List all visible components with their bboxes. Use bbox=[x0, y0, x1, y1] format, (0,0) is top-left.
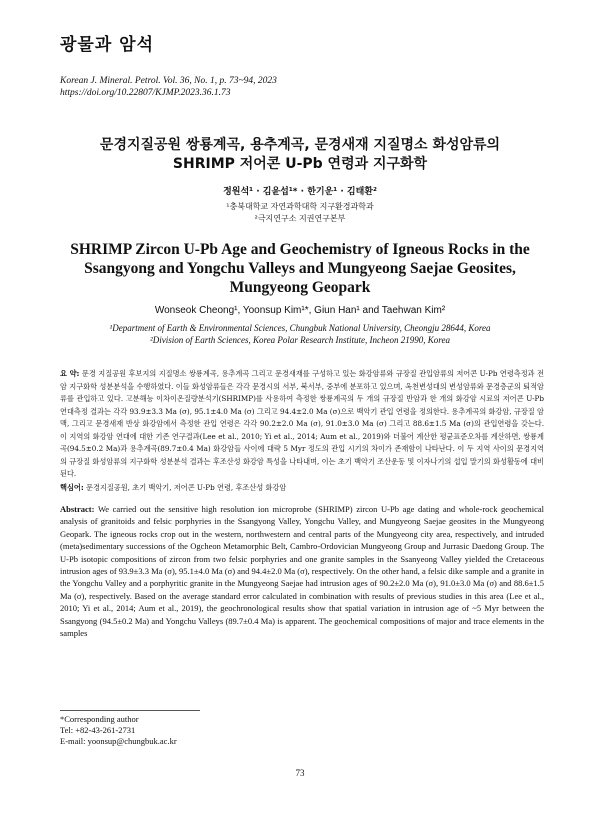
english-title-line: Mungyeong Geopark bbox=[229, 279, 371, 296]
page-number: 73 bbox=[295, 768, 305, 778]
footnotes bbox=[60, 714, 177, 747]
corresponding-author-note: *Corresponding author bbox=[60, 714, 139, 724]
korean-abstract bbox=[60, 368, 544, 481]
korean-affiliation: ¹충북대학교 자연과학대학 지구환경과학과 bbox=[226, 202, 374, 211]
english-abstract-text: We carried out the sensitive high resolution ion microprobe (SHRIMP) zircon U-Pb age dating and whole-rock geochemical analysis of granitoids and felsic porphyries in the Ssangyong Valley, Yongchu Valley, and Mungyeong Saejae geosites in the Mungyeong Geopark. The igneous rocks crop out in the western, northwestern and central parts of the Mungyeong city area, respectively, and intruded (meta)sedimentary successions of the Ogcheon Metamorphic Belt, Cambro-Ordovician Mungyeong Group and Jurrasic Daedong Group. The U-Pb isotopic compositions of zircon from two felsic porphyries and one granite samples in the Ssanyeong Valley yielded the Cretaceous intrusion ages of 93.9±3.3 Ma (σ), 95.1±4.0 Ma (σ) and 94.4±2.0 Ma (σ), respectively. On the other hand, a felsic dike sample and a granite in the Yongchu Valley and a porphyritic granite in the Mungyeong Saejae had intrusion ages of 90.2±2.0 Ma (σ), 91.0±3.0 Ma (σ) and 88.6±1.5 Ma (σ), respectively. Based on the average standard error calculated in combination with results of previous studies in this area (Lee et al., 2010; Yi et al., 2014; Aum et al., 2019), the geochronological results show that spatial variation in intrusion age of ~5 Myr between the Ssangyong (94.5±0.2 Ma) and Yongchu Valleys (89.7±0.4 Ma) is apparent. The geochemical compositions of major and trace elements in the samples bbox=[60, 504, 544, 639]
journal-doi: https://doi.org/10.22807/KJMP.2023.36.1.73 bbox=[60, 88, 231, 98]
english-abstract bbox=[60, 503, 544, 639]
telephone-note: Tel: +82-43-261-2731 bbox=[60, 725, 136, 735]
korean-keywords-text: 문경지질공원, 초기 백악기, 저어콘 U-Pb 연령, 후조산성 화강암 bbox=[86, 483, 287, 492]
english-title-line: Ssangyong and Yongchu Valleys and Mungyeong Saejae Geosites, bbox=[84, 260, 516, 277]
korean-keywords bbox=[60, 482, 544, 494]
english-affiliations bbox=[40, 322, 560, 346]
korean-abstract-label: 요 약: bbox=[60, 369, 80, 378]
english-affiliation: ¹Department of Earth & Environmental Sciences, Chungbuk National University, Cheongju 28644, Korea bbox=[109, 323, 491, 333]
journal-logo: 광물과 암석 bbox=[60, 35, 155, 55]
english-authors: Wonseok Cheong¹, Yoonsup Kim¹*, Giun Han¹ and Taehwan Kim² bbox=[154, 305, 446, 316]
korean-abstract-text: 문경 지질공원 후보지의 지질명소 쌍룡계곡, 용추계곡 그리고 문경새재를 구성하고 있는 화강암류와 규장질 관입암류의 저어콘 U-Pb 연령측정과 전암 지구화학 성분분석을 수행하였다. 이들 화성암류들은 각각 문경시의 서부, 북서부, 중부에 분포하고 있으며, 옥천변성대의 변성암류와 문경층군의 퇴적암류를 관입하고 있다. 고분해능 이차이온질량분석기(SHRIMP)를 사용하여 측정한 쌍룡계곡의 두 개의 규장질 반암과 한 개의 화강암 시료의 저어콘 U-Pb 연대측정 결과는 각각 93.9±3.3 Ma (σ), 95.1±4.0 Ma (σ) 그리고 94.4±2.0 Ma (σ)으로 백악기 관입 연령을 정의한다. 용추계곡의 화강암, 규장질 암맥, 그리고 문경새재 반상 화강암에서 측정한 관입 연령은 각각 90.2±2.0 Ma (σ), 91.0±3.0 Ma (σ) 그리고 88.6±1.5 Ma (σ)의 관입연령을 갖는다. 이 지역의 화강암 연대에 대한 기존 연구결과(Lee et al., 2010; Yi et al., 2014; Aum et al., 2019)와 더불어 계산한 평균표준오차를 계산하면, 쌍룡계곡(94.5±0.2 Ma)과 용추계곡(89.7±0.4 Ma) 화강암들 사이에 대략 5 Myr 정도의 관입 시기의 차이가 존재함이 나타난다. 이 두 지역 사이의 문경지역의 규장질 화성암류의 지구화학 성분분석 결과는 후조산성 화강암 특성을 나타내며, 이는 초기 백악기 조산운동 및 이자나기의 섭입 말기의 화성활동에 대비된다. bbox=[60, 369, 544, 478]
english-title-line: SHRIMP Zircon U-Pb Age and Geochemistry of Igneous Rocks in the bbox=[70, 241, 530, 258]
english-title bbox=[40, 240, 560, 297]
korean-affiliation: ²극지연구소 지권연구본부 bbox=[254, 214, 346, 223]
journal-citation: Korean J. Mineral. Petrol. Vol. 36, No. 1, p. 73~94, 2023 bbox=[60, 76, 277, 86]
journal-meta bbox=[60, 75, 277, 99]
korean-affiliations bbox=[40, 201, 560, 225]
english-abstract-label: Abstract: bbox=[60, 504, 95, 514]
email-note: E-mail: yoonsup@chungbuk.ac.kr bbox=[60, 736, 177, 746]
korean-authors: 정원석¹ · 김윤섭¹* · 한기운¹ · 김태환² bbox=[223, 187, 377, 197]
korean-title-line: SHRIMP 저어콘 U-Pb 연령과 지구화학 bbox=[172, 156, 428, 172]
english-affiliation: ²Division of Earth Sciences, Korea Polar Research Institute, Incheon 21990, Korea bbox=[150, 335, 450, 345]
korean-title bbox=[40, 136, 560, 174]
footnote-divider bbox=[60, 710, 200, 711]
korean-title-line: 문경지질공원 쌍룡계곡, 용추계곡, 문경새재 지질명소 화성암류의 bbox=[99, 137, 501, 153]
korean-keywords-label: 핵심어: bbox=[60, 483, 84, 492]
